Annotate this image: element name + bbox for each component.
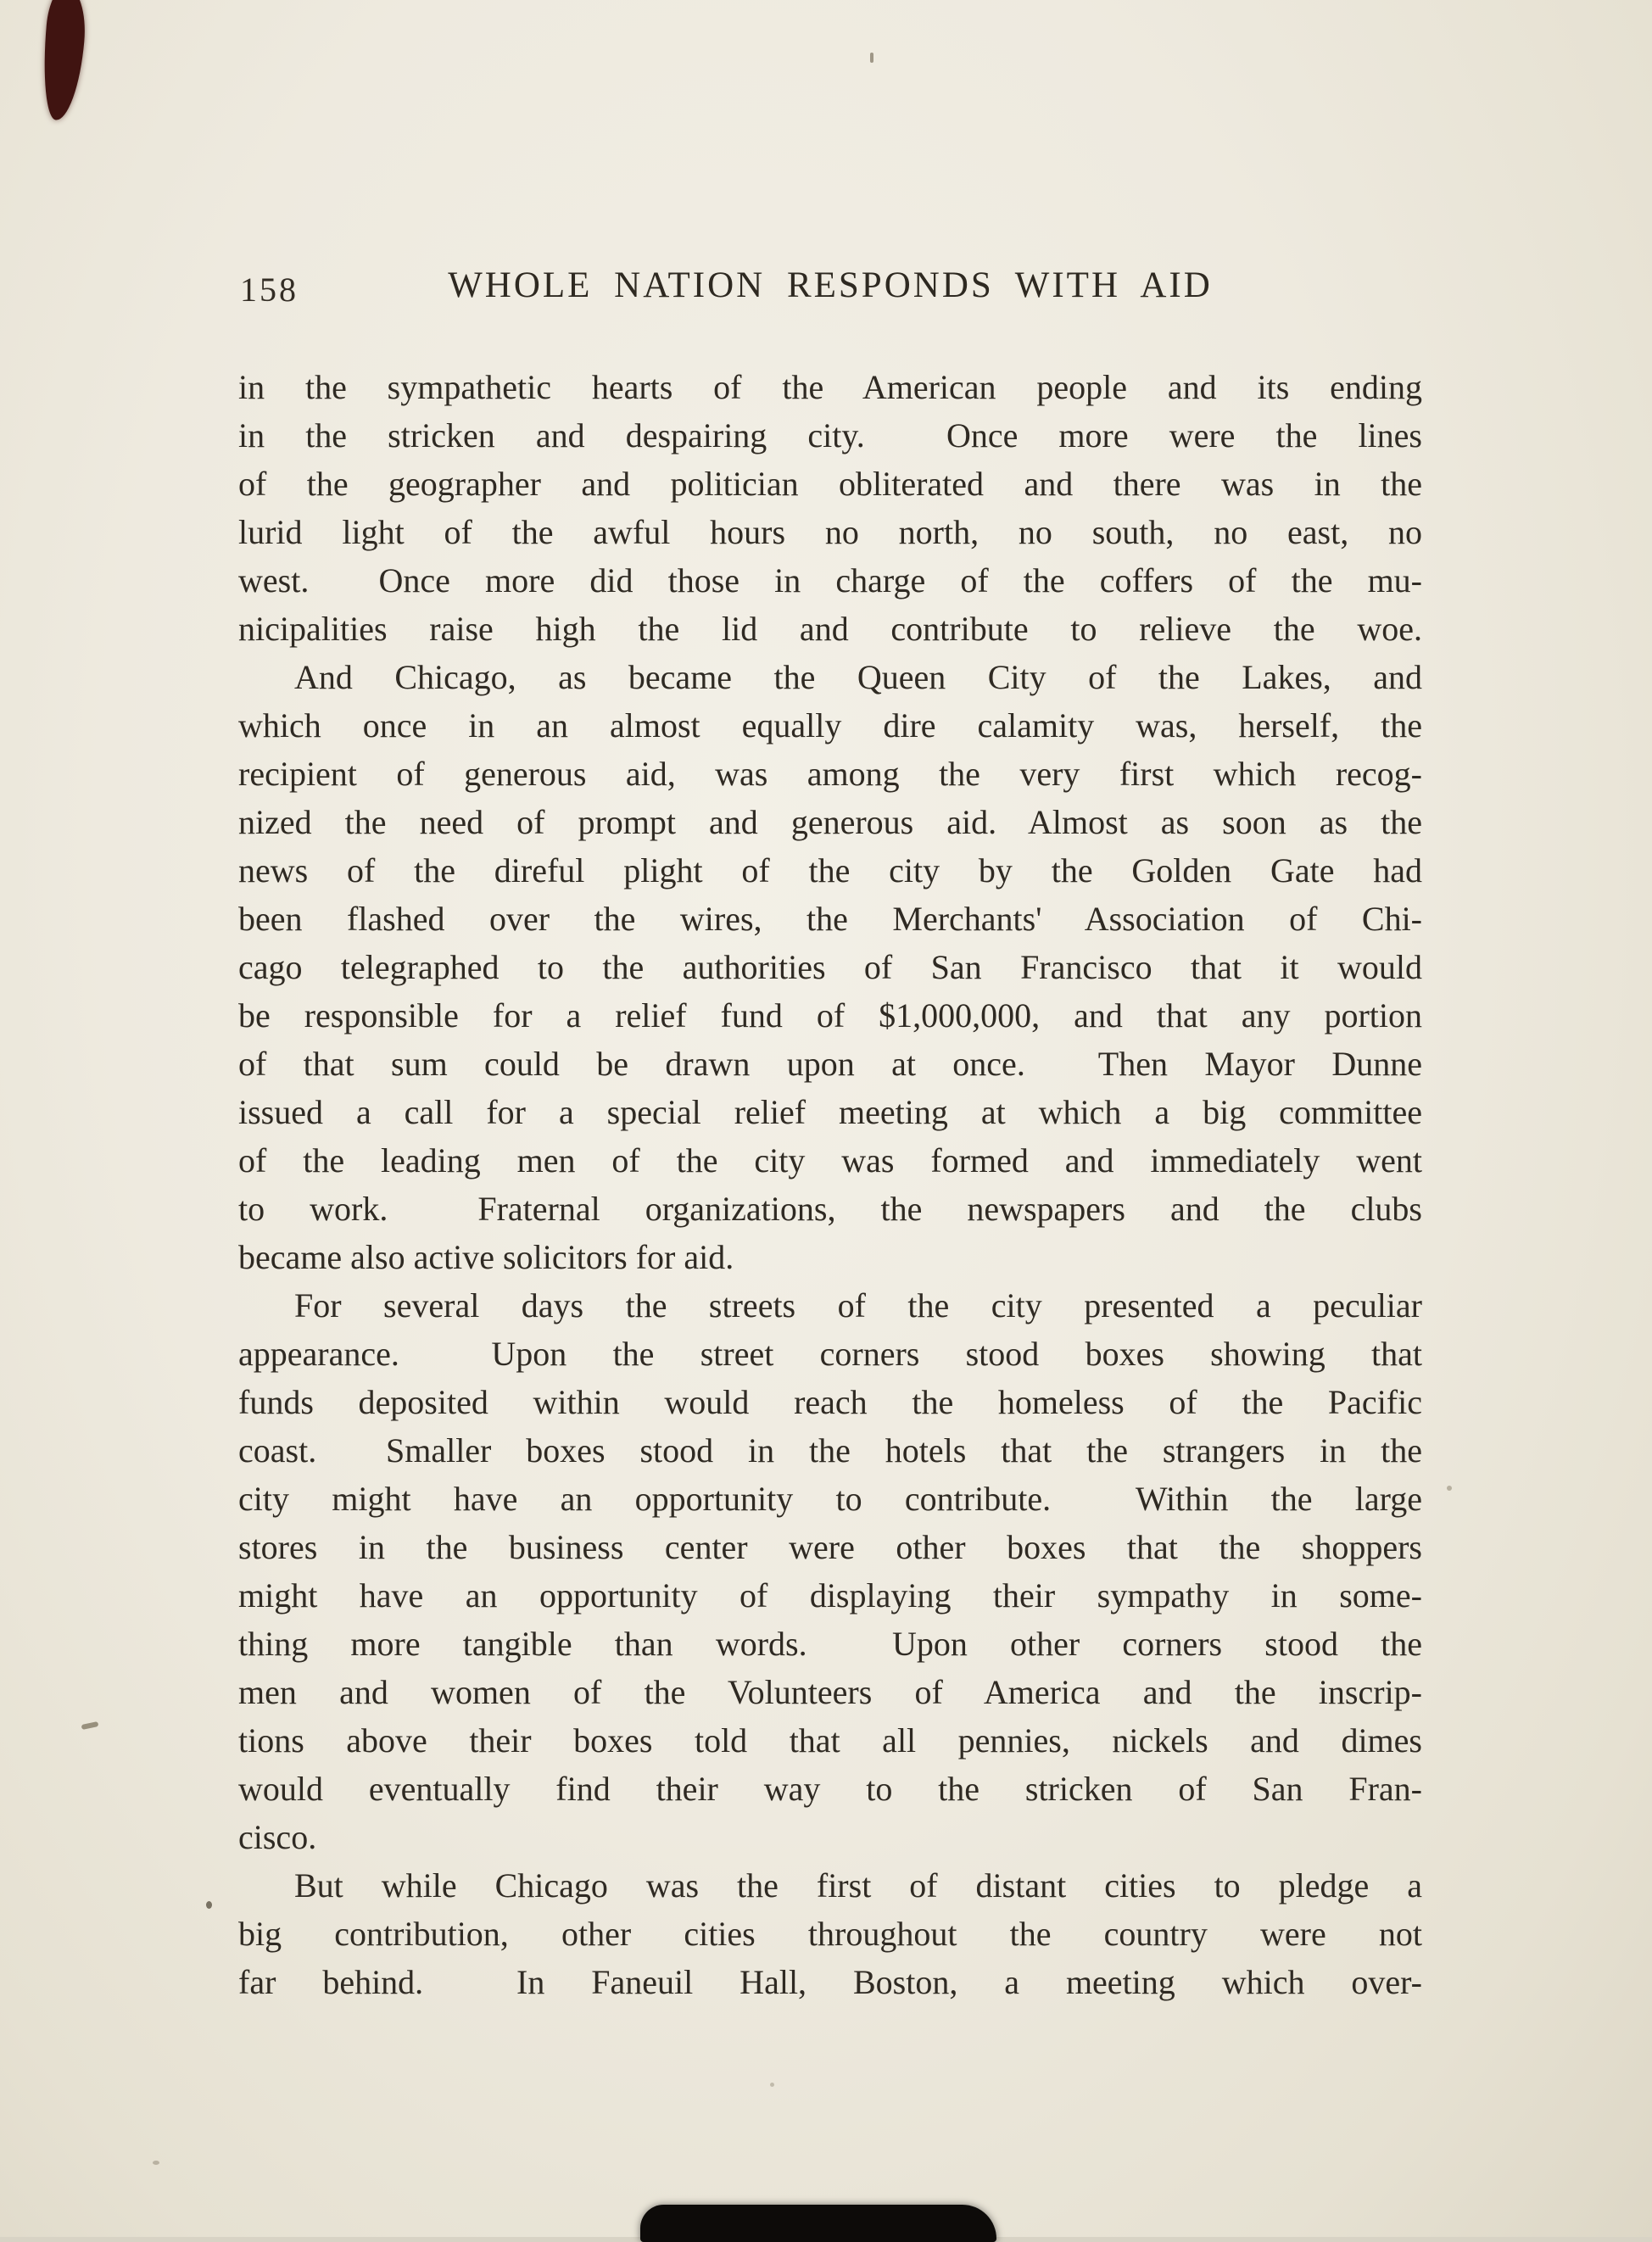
- text-line: appearance. Upon the street corners stood boxes showing that: [238, 1335, 1422, 1373]
- text-line: cisco.: [238, 1818, 317, 1856]
- text-line: in the stricken and despairing city. Once more were the lines: [238, 416, 1422, 455]
- text-line: would eventually find their way to the stricken of San Fran-: [238, 1770, 1422, 1808]
- text-line: city might have an opportunity to contribute. Within the large: [238, 1480, 1422, 1518]
- text-line: funds deposited within would reach the homeless of the Pacific: [238, 1383, 1422, 1421]
- text-line: issued a call for a special relief meeting at which a big committee: [238, 1093, 1422, 1131]
- page-body: [238, 363, 1422, 2006]
- scan-speck: [1447, 1486, 1452, 1491]
- text-line: nized the need of prompt and generous aid. Almost as soon as the: [238, 803, 1422, 841]
- scan-speck: [206, 1901, 212, 1909]
- text-line: of the geographer and politician obliterated and there was in the: [238, 465, 1422, 503]
- text-line: And Chicago, as became the Queen City of the Lakes, and: [294, 658, 1422, 696]
- paragraph: [238, 363, 1422, 653]
- text-line: lurid light of the awful hours no north, no south, no east, no: [238, 513, 1422, 551]
- scan-speck: [81, 1721, 99, 1730]
- text-line: became also active solicitors for aid.: [238, 1238, 734, 1276]
- page-header: [238, 265, 1422, 310]
- text-line: been flashed over the wires, the Merchants' Association of Chi-: [238, 900, 1422, 938]
- text-line: stores in the business center were other boxes that the shoppers: [238, 1528, 1422, 1566]
- scan-artifact-bottom-strip: [640, 2205, 996, 2242]
- paragraph: [238, 1281, 1422, 1861]
- scan-speck: [770, 2083, 774, 2087]
- text-line: recipient of generous aid, was among the very first which recog-: [238, 755, 1422, 793]
- running-title: WHOLE NATION RESPONDS WITH AID: [448, 265, 1213, 305]
- scan-speck: [870, 53, 873, 63]
- text-line: big contribution, other cities throughout the country were not: [238, 1915, 1422, 1953]
- text-block: [238, 265, 1422, 2006]
- text-line: For several days the streets of the city presented a peculiar: [294, 1286, 1422, 1325]
- paragraph: [238, 653, 1422, 1281]
- scan-artifact-top-left-blob: [38, 0, 89, 122]
- text-line: thing more tangible than words. Upon other corners stood the: [238, 1625, 1422, 1663]
- page-number: 158: [240, 270, 299, 309]
- text-line: to work. Fraternal organizations, the newspapers and the clubs: [238, 1190, 1422, 1228]
- text-line: might have an opportunity of displaying their sympathy in some-: [238, 1576, 1422, 1615]
- paragraph: [238, 1861, 1422, 2006]
- text-line: news of the direful plight of the city by the Golden Gate had: [238, 851, 1422, 890]
- text-line: men and women of the Volunteers of America and the inscrip-: [238, 1673, 1422, 1711]
- text-line: But while Chicago was the first of distant cities to pledge a: [294, 1866, 1422, 1905]
- text-line: of that sum could be drawn upon at once. Then Mayor Dunne: [238, 1045, 1422, 1083]
- scan-speck: [153, 2161, 159, 2165]
- text-line: nicipalities raise high the lid and contribute to relieve the woe.: [238, 610, 1422, 648]
- text-line: which once in an almost equally dire calamity was, herself, the: [238, 706, 1422, 745]
- text-line: of the leading men of the city was formed and immediately went: [238, 1141, 1422, 1180]
- text-line: coast. Smaller boxes stood in the hotels that the strangers in the: [238, 1431, 1422, 1470]
- text-line: far behind. In Faneuil Hall, Boston, a meeting which over-: [238, 1963, 1422, 2001]
- text-line: be responsible for a relief fund of $1,000,000, and that any portion: [238, 996, 1422, 1035]
- text-line: cago telegraphed to the authorities of San Francisco that it would: [238, 948, 1422, 986]
- text-line: tions above their boxes told that all pennies, nickels and dimes: [238, 1721, 1422, 1760]
- text-line: west. Once more did those in charge of the coffers of the mu-: [238, 561, 1422, 600]
- text-line: in the sympathetic hearts of the American people and its ending: [238, 368, 1422, 406]
